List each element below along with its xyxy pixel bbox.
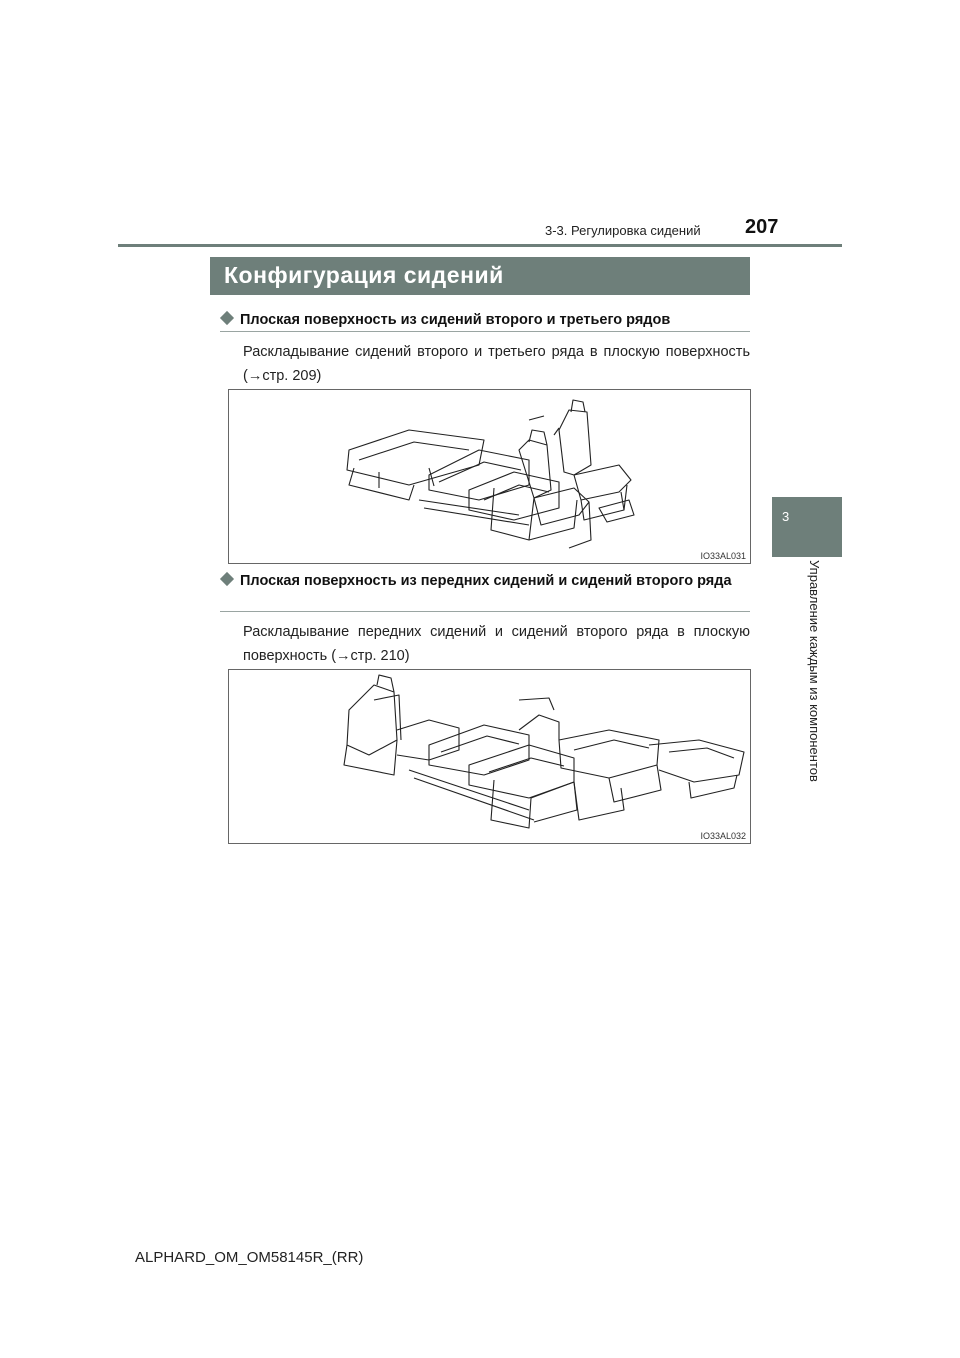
section-body-2: Раскладывание передних сидений и сидений второго ряда в плоскую поверхность (→стр. 210) <box>243 624 750 664</box>
diamond-bullet-icon <box>220 311 234 325</box>
page-number: 207 <box>745 216 779 238</box>
seat-illustration-1 <box>229 390 750 563</box>
section-divider-2 <box>220 611 750 612</box>
section-heading-2-text: Плоская поверхность из передних сидений и сидений второго ряда <box>240 573 732 589</box>
chapter-title: Управление каждым из компонентов <box>807 560 822 782</box>
seat-illustration-2 <box>229 670 750 843</box>
section-divider-1 <box>220 331 750 332</box>
page-title: Конфигурация сидений <box>224 262 504 288</box>
figure-id-2: IO33AL032 <box>700 831 746 841</box>
section-body-1: Раскладывание сидений второго и третьего ряда в плоскую поверхность (→стр. 209) <box>243 344 750 384</box>
figure-id-1: IO33AL031 <box>700 551 746 561</box>
header-divider <box>118 244 842 247</box>
page-title-bar <box>210 257 750 295</box>
section-heading-1 <box>220 309 750 331</box>
section-heading-2 <box>220 570 750 592</box>
diamond-bullet-icon <box>220 572 234 586</box>
figure-seats-2nd-3rd-row-flat <box>228 389 751 564</box>
section-path: 3-3. Регулировка сидений <box>545 223 701 238</box>
section-heading-1-text: Плоская поверхность из сидений второго и третьего рядов <box>240 312 671 328</box>
chapter-tab <box>772 497 842 557</box>
document-footer-code: ALPHARD_OM_OM58145R_(RR) <box>135 1249 364 1266</box>
figure-seats-front-2nd-row-flat <box>228 669 751 844</box>
chapter-number: 3 <box>782 509 790 524</box>
